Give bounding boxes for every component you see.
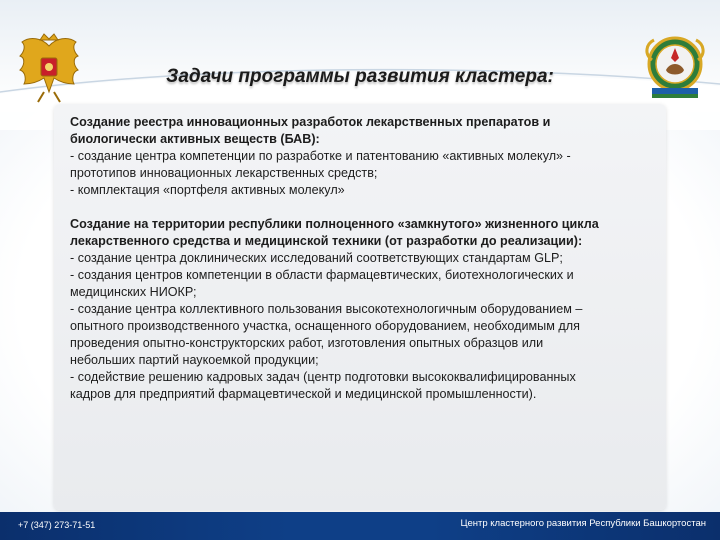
text-line: небольших партий наукоемкой продукции; — [70, 353, 319, 367]
heading-line: лекарственного средства и медицинской техники (от разработки до реализации): — [70, 234, 583, 248]
text-line: - создание центра компетенции по разработке и патентованию «активных молекул» - — [70, 149, 571, 163]
heading-line: биологически активных веществ (БАВ): — [70, 132, 320, 146]
footer-organization: Центр кластерного развития Республики Башкортостан — [460, 518, 706, 529]
text-line: медицинских НИОКР; — [70, 285, 197, 299]
heading-line: Создание на территории республики полноценного «замкнутого» жизненного цикла — [70, 217, 599, 231]
heading-line: Создание реестра инновационных разработок лекарственных препаратов и — [70, 115, 551, 129]
section-lifecycle-heading — [70, 216, 660, 250]
text-line: прототипов инновационных лекарственных средств; — [70, 166, 378, 180]
slide-title: Задачи программы развития кластера: — [166, 66, 554, 87]
text-line: - создание центра коллективного пользования высокотехнологичным оборудованием – — [70, 302, 583, 316]
text-line: кадров для предприятий фармацевтической и медицинской промышленности). — [70, 387, 537, 401]
text-line: опытного производственного участка, оснащенного оборудованием, необходимым для — [70, 319, 580, 333]
footer-phone: +7 (347) 273-71-51 — [18, 520, 96, 530]
section-registry-heading — [70, 114, 660, 148]
section-registry — [70, 114, 660, 199]
text-line: - создание центра доклинических исследований соответствующих стандартам GLP; — [70, 251, 563, 265]
text-line: - комплектация «портфеля активных молекул» — [70, 183, 345, 197]
text-line: проведения опытно-конструкторских работ, изготовления опытных образцов или — [70, 336, 544, 350]
text-line: - содействие решению кадровых задач (центр подготовки высококвалифицированных — [70, 370, 576, 384]
section-lifecycle — [70, 216, 660, 403]
text-line: - создания центров компетенции в области фармацевтических, биотехнологических и — [70, 268, 574, 282]
